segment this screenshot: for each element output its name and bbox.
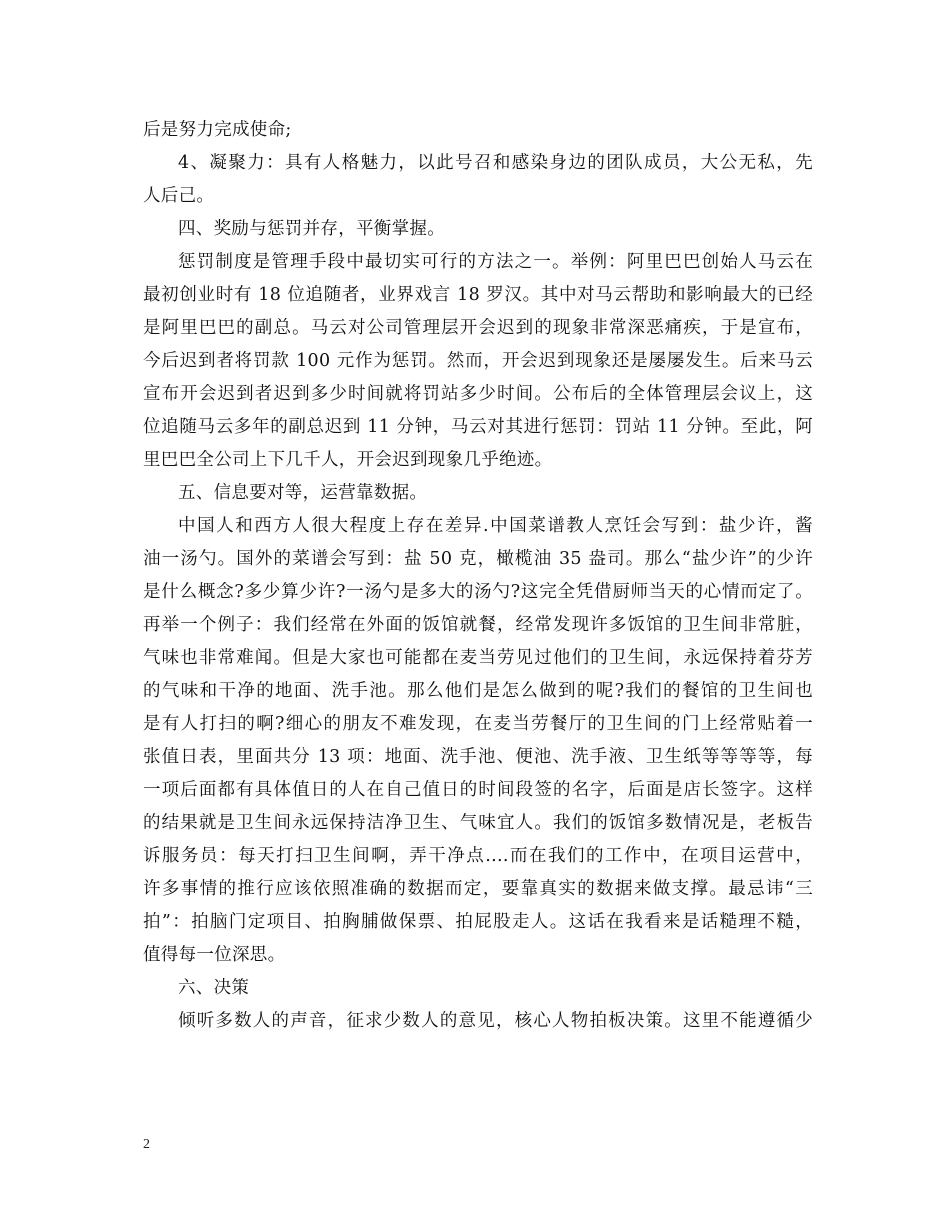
text-line: 的结果就是卫生间永远保持洁净卫生、气味宜人。我们的饭馆多数情况是，老板告: [143, 813, 813, 833]
text-line: 油一汤勺。国外的菜谱会写到：盐 50 克，橄榄油 35 盎司。那么“盐少许”的少许: [143, 549, 813, 569]
text-line: 位追随马云多年的副总迟到 11 分钟，马云对其进行惩罚：罚站 11 分钟。至此，阿: [143, 417, 813, 437]
text-line: 人后己。: [143, 186, 215, 206]
text-line: 许多事情的推行应该依照准确的数据而定，要靠真实的数据来做支撑。最忌讳“三: [143, 879, 813, 899]
page-number: 2: [143, 1137, 150, 1152]
text-line: 四、奖励与惩罚并存，平衡掌握。: [178, 219, 445, 239]
text-line: 宣布开会迟到者迟到多少时间就将罚站多少时间。公布后的全体管理层会议上，这: [143, 384, 813, 404]
text-line: 4、凝聚力：具有人格魅力，以此号召和感染身边的团队成员，大公无私，先: [178, 153, 813, 173]
text-line: 今后迟到者将罚款 100 元作为惩罚。然而，开会迟到现象还是屡屡发生。后来马云: [143, 351, 813, 371]
text-line: 后是努力完成使命;: [143, 120, 292, 140]
text-line: 惩罚制度是管理手段中最切实可行的方法之一。举例：阿里巴巴创始人马云在: [178, 252, 813, 272]
text-line: 六、决策: [178, 978, 250, 998]
text-line: 是有人打扫的啊?细心的朋友不难发现，在麦当劳餐厅的卫生间的门上经常贴着一: [143, 714, 813, 734]
text-line: 最初创业时有 18 位追随者，业界戏言 18 罗汉。其中对马云帮助和影响最大的已经: [143, 285, 813, 305]
text-line: 中国人和西方人很大程度上存在差异.中国菜谱教人烹饪会写到：盐少许，酱: [178, 516, 813, 536]
text-line: 的气味和干净的地面、洗手池。那么他们是怎么做到的呢?我们的餐馆的卫生间也: [143, 681, 813, 701]
text-line: 是什么概念?多少算少许?一汤勺是多大的汤勺?这完全凭借厨师当天的心情而定了。: [143, 582, 813, 602]
text-line: 拍”：拍脑门定项目、拍胸脯做保票、拍屁股走人。这话在我看来是话糙理不糙，: [143, 912, 813, 932]
text-line: 一项后面都有具体值日的人在自己值日的时间段签的名字，后面是店长签字。这样: [143, 780, 813, 800]
document-body: [143, 114, 813, 1038]
text-line: 诉服务员：每天打扫卫生间啊，弄干净点....而在我们的工作中，在项目运营中，: [143, 846, 813, 866]
text-line: 倾听多数人的声音，征求少数人的意见，核心人物拍板决策。这里不能遵循少: [178, 1011, 813, 1031]
text-line: 是阿里巴巴的副总。马云对公司管理层开会迟到的现象非常深恶痛疾，于是宣布，: [143, 318, 813, 338]
text-line: 张值日表，里面共分 13 项：地面、洗手池、便池、洗手液、卫生纸等等等等，每: [143, 747, 813, 767]
text-line: 五、信息要对等，运营靠数据。: [178, 483, 428, 503]
text-line: 气味也非常难闻。但是大家也可能都在麦当劳见过他们的卫生间，永远保持着芬芳: [143, 648, 813, 668]
text-line: 里巴巴全公司上下几千人，开会迟到现象几乎绝迹。: [143, 450, 553, 470]
text-line: 再举一个例子：我们经常在外面的饭馆就餐，经常发现许多饭馆的卫生间非常脏，: [143, 615, 813, 635]
text-line: 值得每一位深思。: [143, 945, 286, 965]
